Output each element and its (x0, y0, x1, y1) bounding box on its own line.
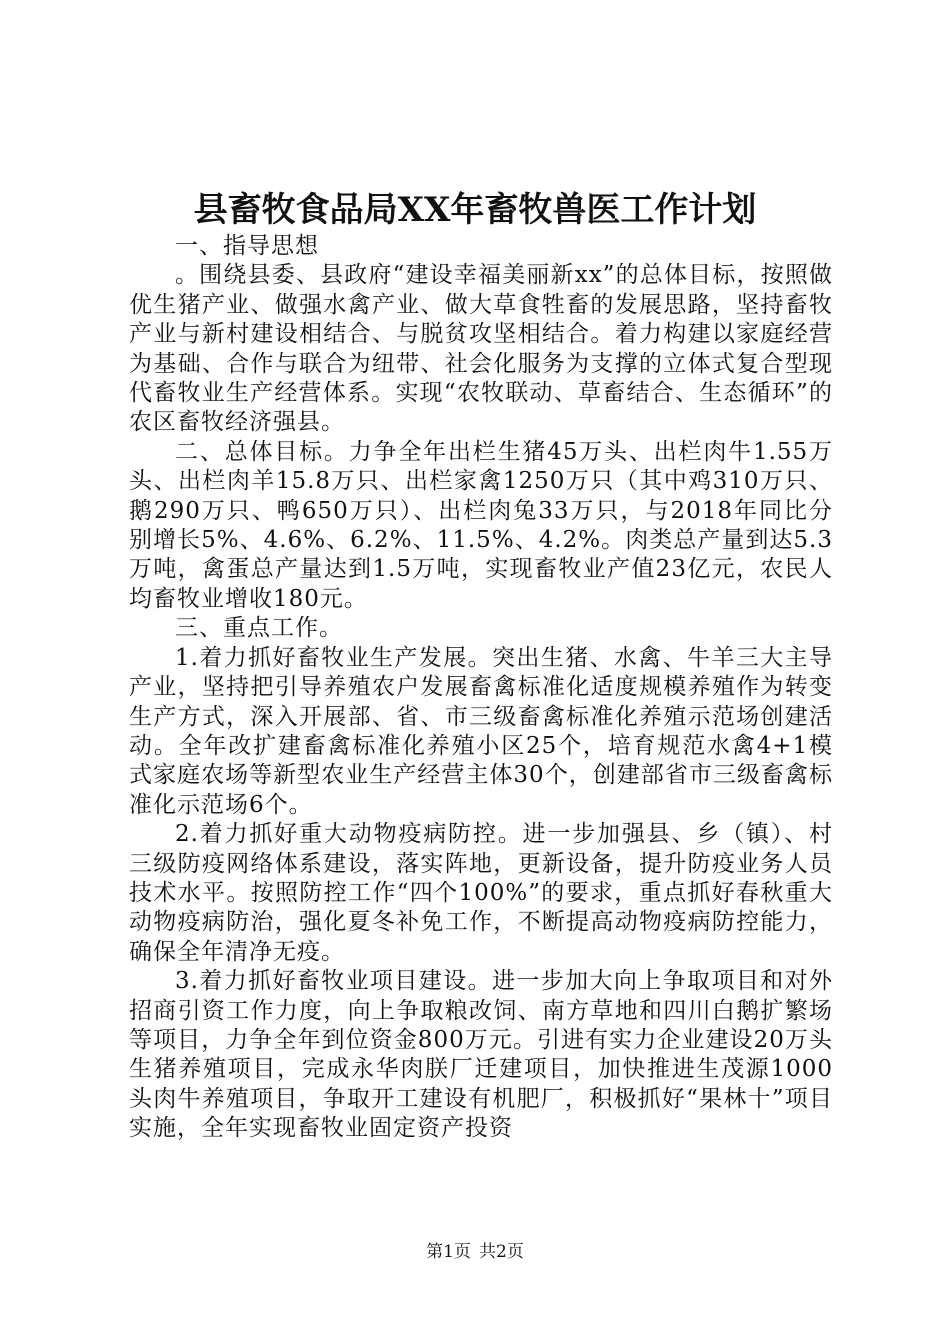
document-body (129, 232, 833, 1144)
paragraph-heading-key-work: 三、重点工作。 (175, 615, 343, 642)
paragraph-key-work-3: 3.着力抓好畜牧业项目建设。进一步加大向上争取项目和对外招商引资工作力度，向上争取粮改饲、南方草地和四川白鹅扩繁场等项目，力争全年到位资金800万元。引进有实力企业建设20万头生猪养殖项目，完成永华肉朕厂迁建项目，加快推进生茂源1000头肉牛养殖项目，争取开工建设有机肥厂，积极抓好“果林十”项目实施，全年实现畜牧业固定资产投资 (129, 968, 833, 1142)
page-total: 共2页 (479, 1242, 524, 1262)
paragraph-key-work-1: 1.着力抓好畜牧业生产发展。突出生猪、水禽、牛羊三大主导产业，坚持把引导养殖农户发展畜禽标准化适度规模养殖作为转变生产方式，深入开展部、省、市三级畜禽标准化养殖示范场创建活动。全年改扩建畜禽标准化养殖小区25个，培育规范水禽4+1模式家庭农场等新型农业生产经营主体30个，创建部省市三级畜禽标准化示范场6个。 (129, 644, 833, 818)
paragraph-key-work-2: 2.着力抓好重大动物疫病防控。进一步加强县、乡（镇）、村三级防疫网络体系建设，落实阵地，更新设备，提升防疫业务人员技术水平。按照防控工作“四个100%”的要求，重点抓好春秋重大动物疫病防治，强化夏冬补免工作，不断提高动物疫病防控能力，确保全年清净无疫。 (129, 821, 833, 965)
paragraph-overall-goals: 二、总体目标。力争全年出栏生猪45万头、出栏肉牛1.55万头、出栏肉羊15.8万只、出栏家禽1250万只（其中鸡310万只、鹅290万只、鸭650万只）、出栏肉兔33万只，与2018年同比分别增长5%、4.6%、6.2%、11.5%、4.2%。肉类总产量到达5.3万吨，禽蛋总产量达到1.5万吨，实现畜牧业产值23亿元，农民人均畜牧业增收180元。 (129, 438, 833, 612)
document-title: 县畜牧食品局XX年畜牧兽医工作计划 (193, 190, 757, 230)
paragraph-guiding-thought: 。围绕县委、县政府“建设幸福美丽新xx”的总体目标，按照做优生猪产业、做强水禽产业、做大草食牲畜的发展思路，坚持畜牧产业与新村建设相结合、与脱贫攻坚相结合。着力构建以家庭经营为基础、合作与联合为纽带、社会化服务为支撑的立体式复合型现代畜牧业生产经营体系。实现“农牧联动、草畜结合、生态循环”的农区畜牧经济强县。 (129, 262, 833, 436)
page-number: 第1页 (426, 1242, 471, 1262)
paragraph-heading-guiding-thought: 一、指导思想 (175, 233, 319, 259)
page-footer (0, 1240, 950, 1264)
